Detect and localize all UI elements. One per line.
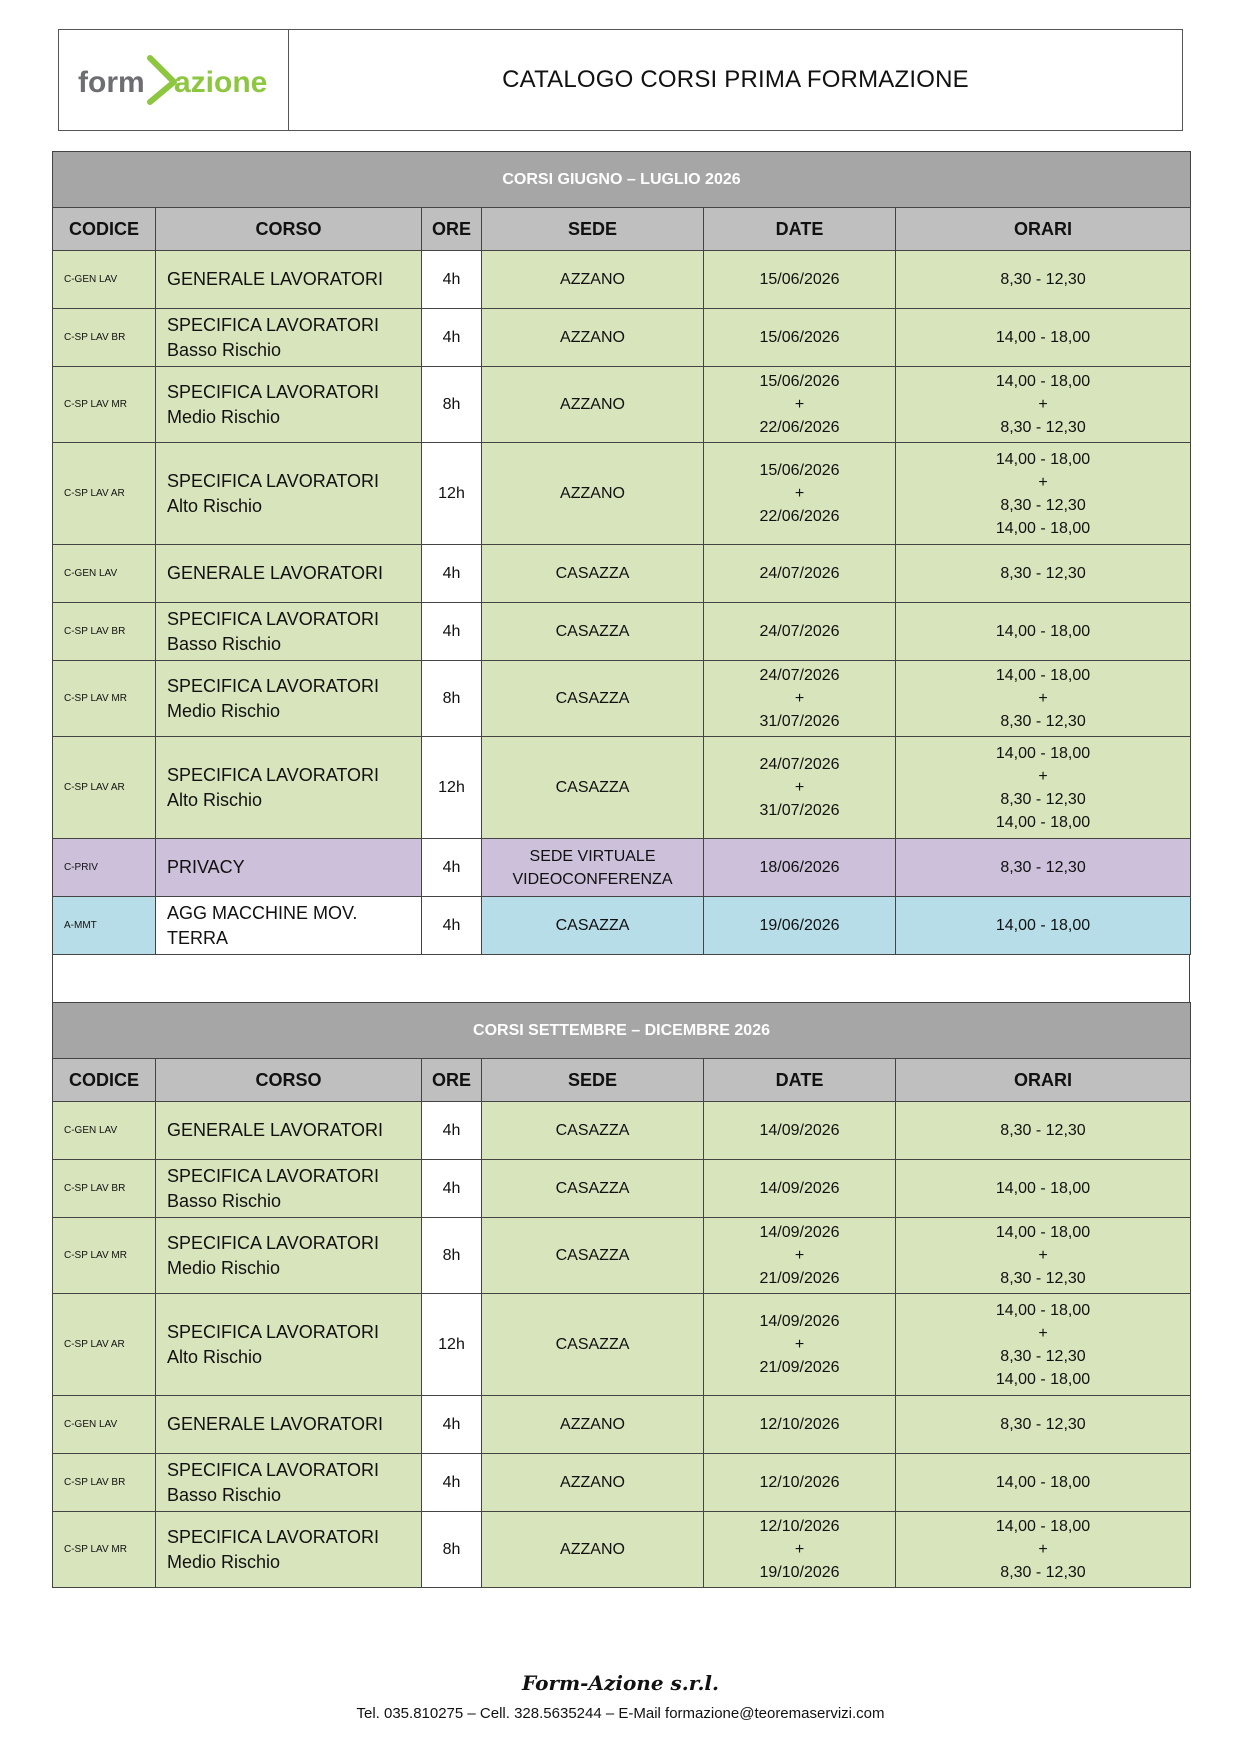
cell-line: PRIVACY: [167, 857, 245, 877]
cell-line: Medio Rischio: [167, 406, 281, 427]
course-code: C-GEN LAV: [53, 545, 156, 603]
cell-line: SPECIFICA LAVORATORI: [167, 608, 380, 629]
course-dates: [704, 737, 896, 839]
course-row: [53, 1454, 1191, 1512]
cell-line: 21/09/2026: [759, 1359, 840, 1376]
cell-line: 14,00 - 18,00: [995, 917, 1091, 934]
column-header-ore: ORE: [422, 1059, 482, 1102]
course-table-autumn: [52, 1002, 1191, 1588]
cell-line: GENERALE LAVORATORI: [167, 1120, 384, 1140]
course-row: [53, 839, 1191, 897]
cell-line: 8,30 - 12,30: [1000, 1416, 1086, 1433]
column-header-codice: CODICE: [53, 1059, 156, 1102]
cell-line: 14,00 - 18,00: [995, 1370, 1091, 1388]
cell-line: 14/09/2026: [759, 1180, 840, 1197]
cell-line: 14,00 - 18,00: [995, 1224, 1091, 1241]
column-header-corso: CORSO: [156, 1059, 422, 1102]
course-code: C-SP LAV AR: [53, 737, 156, 839]
course-hours: 4h: [422, 545, 482, 603]
course-times: [896, 545, 1191, 603]
course-row: [53, 1102, 1191, 1160]
course-times: [896, 1218, 1191, 1294]
cell-line: +: [1038, 396, 1048, 413]
course-hours: 4h: [422, 251, 482, 309]
cell-line: 12/10/2026: [759, 1416, 840, 1433]
course-row: [53, 1160, 1191, 1218]
course-code: C-SP LAV AR: [53, 443, 156, 545]
course-name: [156, 839, 422, 897]
cell-line: SPECIFICA LAVORATORI: [167, 1459, 380, 1480]
cell-line: 14/09/2026: [759, 1313, 840, 1330]
cell-line: 14,00 - 18,00: [995, 623, 1091, 640]
cell-line: 19/06/2026: [759, 917, 840, 934]
course-location: [482, 251, 704, 309]
course-row: [53, 897, 1191, 955]
cell-line: 14,00 - 18,00: [995, 1518, 1091, 1535]
course-name: [156, 603, 422, 661]
cell-line: 8,30 - 12,30: [1000, 496, 1086, 514]
course-hours: 4h: [422, 1396, 482, 1454]
cell-line: GENERALE LAVORATORI: [167, 269, 384, 289]
cell-line: 14,00 - 18,00: [995, 373, 1091, 390]
course-dates: [704, 367, 896, 443]
cell-line: 31/07/2026: [759, 802, 840, 819]
cell-line: 14/09/2026: [759, 1122, 840, 1139]
cell-line: 24/07/2026: [759, 667, 840, 684]
course-location: [482, 1294, 704, 1396]
cell-line: 14,00 - 18,00: [995, 1474, 1091, 1491]
course-code: C-SP LAV BR: [53, 1454, 156, 1512]
course-row: [53, 367, 1191, 443]
course-dates: [704, 603, 896, 661]
cell-line: Basso Rischio: [167, 633, 282, 654]
cell-line: AGG MACCHINE MOV.: [167, 902, 358, 923]
cell-line: SPECIFICA LAVORATORI: [167, 381, 380, 402]
cell-line: 14,00 - 18,00: [995, 1180, 1091, 1197]
cell-line: SPECIFICA LAVORATORI: [167, 314, 380, 335]
course-location: [482, 1396, 704, 1454]
cell-line: 21/09/2026: [759, 1270, 840, 1287]
course-name: [156, 897, 422, 955]
course-dates: [704, 1218, 896, 1294]
cell-line: 31/07/2026: [759, 713, 840, 730]
course-code: C-SP LAV BR: [53, 309, 156, 367]
course-row: [53, 1294, 1191, 1396]
course-hours: 12h: [422, 443, 482, 545]
column-header-sede: SEDE: [482, 1059, 704, 1102]
course-times: [896, 603, 1191, 661]
course-dates: [704, 309, 896, 367]
course-times: [896, 661, 1191, 737]
formazione-logo-icon: [76, 52, 272, 108]
cell-line: AZZANO: [560, 1474, 625, 1491]
course-name: [156, 1454, 422, 1512]
logo-text-form: form: [77, 66, 145, 99]
course-code: C-SP LAV BR: [53, 1160, 156, 1218]
cell-line: 18/06/2026: [759, 859, 840, 876]
logo-text-azione: azione: [173, 66, 267, 99]
course-dates: [704, 1294, 896, 1396]
column-header-corso: CORSO: [156, 208, 422, 251]
course-row: [53, 309, 1191, 367]
course-location: [482, 545, 704, 603]
cell-line: AZZANO: [560, 1541, 625, 1558]
footer-contact-info: Tel. 035.810275 – Cell. 328.5635244 – E-Mail formazione@teoremaservizi.com: [356, 1705, 885, 1722]
cell-line: 14,00 - 18,00: [995, 744, 1091, 762]
column-header-row: [53, 1059, 1191, 1102]
course-name: [156, 251, 422, 309]
page-header: [58, 29, 1183, 131]
cell-line: 8,30 - 12,30: [1000, 790, 1086, 808]
cell-line: Medio Rischio: [167, 1257, 281, 1278]
course-times: [896, 309, 1191, 367]
course-name: [156, 309, 422, 367]
course-dates: [704, 251, 896, 309]
cell-line: 8,30 - 12,30: [1000, 1347, 1086, 1365]
course-hours: 12h: [422, 1294, 482, 1396]
course-times: [896, 443, 1191, 545]
course-hours: 4h: [422, 1454, 482, 1512]
cell-line: 12/10/2026: [759, 1518, 840, 1535]
course-hours: 12h: [422, 737, 482, 839]
cell-line: 14/09/2026: [759, 1224, 840, 1241]
cell-line: +: [794, 1336, 805, 1353]
course-name: [156, 661, 422, 737]
course-row: [53, 1512, 1191, 1588]
course-code: C-GEN LAV: [53, 1102, 156, 1160]
cell-line: Alto Rischio: [167, 1346, 263, 1367]
course-dates: [704, 545, 896, 603]
course-hours: 8h: [422, 661, 482, 737]
section-title: CORSI SETTEMBRE – DICEMBRE 2026: [53, 1003, 1191, 1059]
course-name: [156, 443, 422, 545]
course-hours: 4h: [422, 603, 482, 661]
cell-line: 8,30 - 12,30: [1000, 859, 1086, 876]
cell-line: AZZANO: [560, 1416, 625, 1433]
course-code: C-GEN LAV: [53, 251, 156, 309]
course-location: [482, 443, 704, 545]
course-dates: [704, 443, 896, 545]
cell-line: 14,00 - 18,00: [995, 329, 1091, 346]
course-name: [156, 1512, 422, 1588]
footer-company-name: Form-Azione s.r.l.: [522, 1671, 719, 1695]
cell-line: Medio Rischio: [167, 1551, 281, 1572]
course-times: [896, 251, 1191, 309]
course-times: [896, 367, 1191, 443]
course-row: [53, 1218, 1191, 1294]
course-location: [482, 1218, 704, 1294]
course-name: [156, 1396, 422, 1454]
course-location: [482, 603, 704, 661]
cell-line: +: [794, 485, 805, 502]
logo-chevron-icon: [150, 58, 174, 102]
cell-line: CASAZZA: [555, 1247, 630, 1264]
course-location: [482, 661, 704, 737]
course-times: [896, 1396, 1191, 1454]
course-code: C-SP LAV MR: [53, 367, 156, 443]
cell-line: Alto Rischio: [167, 789, 263, 810]
cell-line: SPECIFICA LAVORATORI: [167, 675, 380, 696]
course-location: [482, 1102, 704, 1160]
course-location: [482, 839, 704, 897]
column-header-date: DATE: [704, 1059, 896, 1102]
course-dates: [704, 1396, 896, 1454]
course-dates: [704, 661, 896, 737]
cell-line: 14,00 - 18,00: [995, 667, 1091, 684]
page-title: CATALOGO CORSI PRIMA FORMAZIONE: [502, 66, 969, 93]
cell-line: 8,30 - 12,30: [1000, 1270, 1086, 1287]
cell-line: Basso Rischio: [167, 1190, 282, 1211]
cell-line: CASAZZA: [555, 1180, 630, 1197]
course-code: C-SP LAV BR: [53, 603, 156, 661]
cell-line: 24/07/2026: [759, 756, 840, 773]
course-code: A-MMT: [53, 897, 156, 955]
cell-line: +: [1038, 1247, 1048, 1264]
cell-line: CASAZZA: [555, 1336, 630, 1353]
course-hours: 4h: [422, 1160, 482, 1218]
cell-line: 15/06/2026: [759, 373, 840, 390]
cell-line: 22/06/2026: [759, 508, 840, 525]
course-times: [896, 1294, 1191, 1396]
column-header-ore: ORE: [422, 208, 482, 251]
cell-line: 22/06/2026: [759, 419, 840, 436]
course-times: [896, 1160, 1191, 1218]
course-name: [156, 545, 422, 603]
cell-line: CASAZZA: [555, 917, 630, 934]
cell-line: +: [794, 396, 805, 413]
cell-line: SPECIFICA LAVORATORI: [167, 764, 380, 785]
cell-line: 14,00 - 18,00: [995, 450, 1091, 468]
course-code: C-PRIV: [53, 839, 156, 897]
cell-line: AZZANO: [560, 271, 625, 288]
course-hours: 8h: [422, 1218, 482, 1294]
cell-line: 8,30 - 12,30: [1000, 1564, 1086, 1581]
cell-line: +: [794, 1541, 805, 1558]
column-header-codice: CODICE: [53, 208, 156, 251]
cell-line: GENERALE LAVORATORI: [167, 1414, 384, 1434]
cell-line: 8,30 - 12,30: [1000, 713, 1086, 730]
course-location: [482, 737, 704, 839]
cell-line: CASAZZA: [555, 565, 630, 582]
course-hours: 8h: [422, 367, 482, 443]
course-name: [156, 1218, 422, 1294]
cell-line: AZZANO: [560, 396, 625, 413]
cell-line: 8,30 - 12,30: [1000, 419, 1086, 436]
cell-line: CASAZZA: [555, 779, 630, 796]
cell-line: 15/06/2026: [759, 271, 840, 288]
cell-line: 14,00 - 18,00: [995, 519, 1091, 537]
column-header-row: [53, 208, 1191, 251]
course-row: [53, 545, 1191, 603]
course-code: C-GEN LAV: [53, 1396, 156, 1454]
section-spacer: [52, 955, 1190, 1003]
course-hours: 8h: [422, 1512, 482, 1588]
course-name: [156, 367, 422, 443]
course-row: [53, 737, 1191, 839]
cell-line: CASAZZA: [555, 1122, 630, 1139]
course-hours: 4h: [422, 839, 482, 897]
course-code: C-SP LAV AR: [53, 1294, 156, 1396]
course-dates: [704, 839, 896, 897]
cell-line: 15/06/2026: [759, 329, 840, 346]
cell-line: SPECIFICA LAVORATORI: [167, 1232, 380, 1253]
section-title: CORSI GIUGNO – LUGLIO 2026: [53, 152, 1191, 208]
course-times: [896, 1454, 1191, 1512]
course-dates: [704, 897, 896, 955]
cell-line: Alto Rischio: [167, 495, 263, 516]
cell-line: VIDEOCONFERENZA: [512, 870, 673, 888]
course-name: [156, 1294, 422, 1396]
cell-line: +: [1038, 473, 1048, 491]
cell-line: CASAZZA: [555, 623, 630, 640]
cell-line: CASAZZA: [555, 690, 630, 707]
cell-line: +: [1038, 1541, 1048, 1558]
cell-line: 8,30 - 12,30: [1000, 271, 1086, 288]
cell-line: +: [794, 1247, 805, 1264]
course-table-summer: [52, 151, 1191, 955]
cell-line: 14,00 - 18,00: [995, 813, 1091, 831]
course-location: [482, 1512, 704, 1588]
course-times: [896, 839, 1191, 897]
course-dates: [704, 1102, 896, 1160]
course-times: [896, 1512, 1191, 1588]
logo: [59, 30, 289, 130]
course-location: [482, 309, 704, 367]
course-row: [53, 603, 1191, 661]
cell-line: SEDE VIRTUALE: [529, 847, 656, 865]
cell-line: Basso Rischio: [167, 339, 282, 360]
column-header-sede: SEDE: [482, 208, 704, 251]
cell-line: +: [1038, 767, 1048, 785]
course-code: C-SP LAV MR: [53, 1512, 156, 1588]
course-times: [896, 1102, 1191, 1160]
cell-line: SPECIFICA LAVORATORI: [167, 1321, 380, 1342]
course-code: C-SP LAV MR: [53, 661, 156, 737]
course-location: [482, 1454, 704, 1512]
cell-line: 8,30 - 12,30: [1000, 565, 1086, 582]
cell-line: Basso Rischio: [167, 1484, 282, 1505]
course-code: C-SP LAV MR: [53, 1218, 156, 1294]
cell-line: SPECIFICA LAVORATORI: [167, 1526, 380, 1547]
course-hours: 4h: [422, 897, 482, 955]
course-name: [156, 1102, 422, 1160]
course-dates: [704, 1454, 896, 1512]
cell-line: 19/10/2026: [759, 1564, 840, 1581]
cell-line: 12/10/2026: [759, 1474, 840, 1491]
column-header-date: DATE: [704, 208, 896, 251]
cell-line: +: [794, 690, 805, 707]
cell-line: 8,30 - 12,30: [1000, 1122, 1086, 1139]
cell-line: 14,00 - 18,00: [995, 1301, 1091, 1319]
cell-line: +: [1038, 1324, 1048, 1342]
cell-line: 24/07/2026: [759, 623, 840, 640]
cell-line: AZZANO: [560, 329, 625, 346]
cell-line: Medio Rischio: [167, 700, 281, 721]
course-hours: 4h: [422, 309, 482, 367]
course-row: [53, 251, 1191, 309]
course-location: [482, 1160, 704, 1218]
cell-line: 24/07/2026: [759, 565, 840, 582]
course-name: [156, 1160, 422, 1218]
course-row: [53, 661, 1191, 737]
course-location: [482, 367, 704, 443]
course-times: [896, 897, 1191, 955]
cell-line: TERRA: [167, 927, 229, 948]
course-hours: 4h: [422, 1102, 482, 1160]
course-location: [482, 897, 704, 955]
column-header-orari: ORARI: [896, 1059, 1191, 1102]
course-dates: [704, 1160, 896, 1218]
course-row: [53, 1396, 1191, 1454]
cell-line: +: [1038, 690, 1048, 707]
course-name: [156, 737, 422, 839]
cell-line: SPECIFICA LAVORATORI: [167, 1165, 380, 1186]
column-header-orari: ORARI: [896, 208, 1191, 251]
cell-line: 15/06/2026: [759, 462, 840, 479]
course-row: [53, 443, 1191, 545]
cell-line: GENERALE LAVORATORI: [167, 563, 384, 583]
cell-line: +: [794, 779, 805, 796]
cell-line: SPECIFICA LAVORATORI: [167, 470, 380, 491]
course-times: [896, 737, 1191, 839]
cell-line: AZZANO: [560, 485, 625, 502]
course-dates: [704, 1512, 896, 1588]
